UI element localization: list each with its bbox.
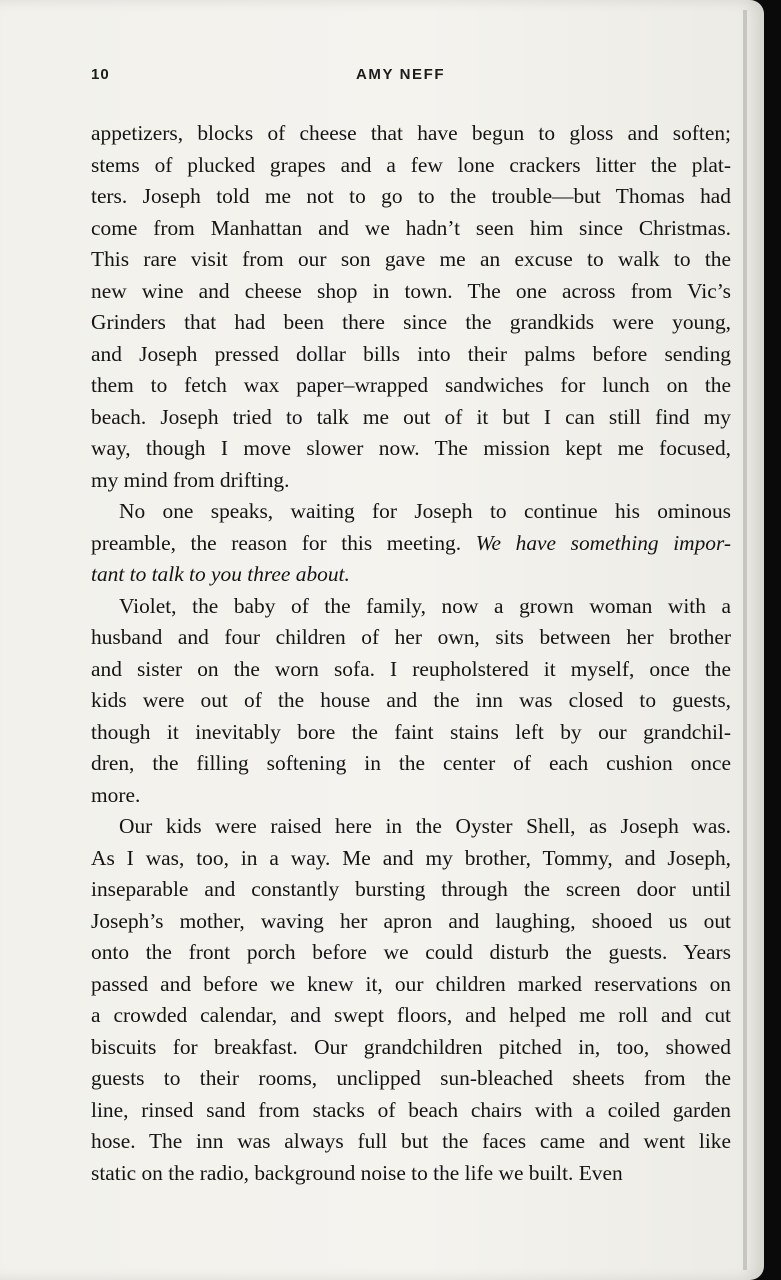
text-line	[91, 1126, 731, 1158]
text-segment: my mind from drifting.	[91, 467, 290, 492]
text-segment: way, though I move slower now. The mission kept me focused,	[91, 436, 731, 460]
text-segment: and Joseph pressed dollar bills into their palms before sending	[91, 341, 731, 366]
text-segment: This rare visit from our son gave me an excuse to walk to the	[91, 247, 731, 271]
text-line	[91, 244, 731, 276]
page-header	[91, 66, 731, 90]
running-head-author: AMY NEFF	[356, 66, 446, 83]
text-line	[91, 150, 731, 182]
text-segment: come from Manhattan and we hadn’t seen him since Christmas.	[91, 215, 731, 240]
text-line	[91, 181, 731, 213]
text-line	[91, 748, 731, 780]
text-line	[91, 874, 731, 906]
text-line	[91, 1158, 731, 1190]
text-line	[91, 717, 731, 749]
text-line	[91, 339, 731, 371]
text-line	[91, 465, 731, 497]
text-segment: a crowded calendar, and swept floors, and helped me roll and cut	[91, 1003, 731, 1027]
text-segment: inseparable and constantly bursting through the screen door until	[91, 877, 731, 901]
text-segment: biscuits for breakfast. Our grandchildren pitched in, too, showed	[91, 1034, 731, 1059]
text-line	[91, 118, 731, 150]
paragraph	[91, 118, 731, 496]
text-segment: preamble, the reason for this meeting.	[91, 530, 476, 555]
page-number: 10	[91, 66, 110, 83]
text-line	[91, 969, 731, 1001]
text-segment: stems of plucked grapes and a few lone crackers litter the plat-	[91, 152, 731, 177]
text-line	[91, 591, 731, 623]
text-segment: and sister on the worn sofa. I reupholstered it myself, once the	[91, 656, 731, 681]
text-line	[91, 559, 731, 591]
text-segment: No one speaks, waiting for Joseph to continue his ominous	[119, 499, 731, 523]
text-segment: As I was, too, in a way. Me and my brother, Tommy, and Joseph,	[91, 845, 731, 870]
text-line	[91, 1032, 731, 1064]
text-segment: though it inevitably bore the faint stains left by our grandchil-	[91, 719, 731, 744]
body-text	[91, 118, 731, 1189]
text-line	[91, 1063, 731, 1095]
text-line	[91, 654, 731, 686]
text-line	[91, 937, 731, 969]
text-line	[91, 276, 731, 308]
text-segment: more.	[91, 782, 141, 807]
text-line	[91, 811, 731, 843]
text-line	[91, 370, 731, 402]
text-segment: new wine and cheese shop in town. The one across from Vic’s	[91, 278, 731, 303]
text-line	[91, 496, 731, 528]
text-segment: kids were out of the house and the inn was closed to guests,	[91, 688, 731, 712]
text-line	[91, 1095, 731, 1127]
text-segment: them to fetch wax paper–wrapped sandwiches for lunch on the	[91, 373, 731, 397]
text-line	[91, 685, 731, 717]
text-segment: appetizers, blocks of cheese that have begun to gloss and soften;	[91, 121, 731, 145]
text-segment: husband and four children of her own, sits between her brother	[91, 625, 731, 649]
text-line	[91, 307, 731, 339]
paragraph	[91, 591, 731, 812]
text-line	[91, 1000, 731, 1032]
text-segment: passed and before we knew it, our children marked reservations on	[91, 971, 731, 996]
italic-text: tant to talk to you three about.	[91, 562, 350, 586]
text-segment: beach. Joseph tried to talk me out of it but I can still find my	[91, 404, 731, 429]
text-line	[91, 843, 731, 875]
text-segment: line, rinsed sand from stacks of beach chairs with a coiled garden	[91, 1097, 731, 1122]
text-segment: guests to their rooms, unclipped sun-bleached sheets from the	[91, 1066, 731, 1090]
text-segment: Violet, the baby of the family, now a grown woman with a	[119, 593, 731, 618]
page-edge	[743, 10, 747, 1270]
text-line	[91, 433, 731, 465]
text-segment: Our kids were raised here in the Oyster Shell, as Joseph was.	[119, 814, 731, 838]
text-segment: hose. The inn was always full but the faces came and went like	[91, 1129, 731, 1153]
text-line	[91, 213, 731, 245]
text-line	[91, 906, 731, 938]
paragraph	[91, 496, 731, 591]
italic-text: We have something impor-	[475, 530, 731, 555]
text-segment: dren, the filling softening in the center of each cushion once	[91, 751, 731, 775]
text-line	[91, 622, 731, 654]
text-segment: static on the radio, background noise to the life we built. Even	[91, 1160, 623, 1185]
text-segment: ters. Joseph told me not to go to the trouble—but Thomas had	[91, 184, 731, 208]
text-line	[91, 528, 731, 560]
text-line	[91, 780, 731, 812]
paragraph	[91, 811, 731, 1189]
text-segment: Grinders that had been there since the grandkids were young,	[91, 310, 731, 334]
text-line	[91, 402, 731, 434]
text-segment: Joseph’s mother, waving her apron and laughing, shooed us out	[91, 908, 731, 933]
text-segment: onto the front porch before we could disturb the guests. Years	[91, 940, 731, 964]
